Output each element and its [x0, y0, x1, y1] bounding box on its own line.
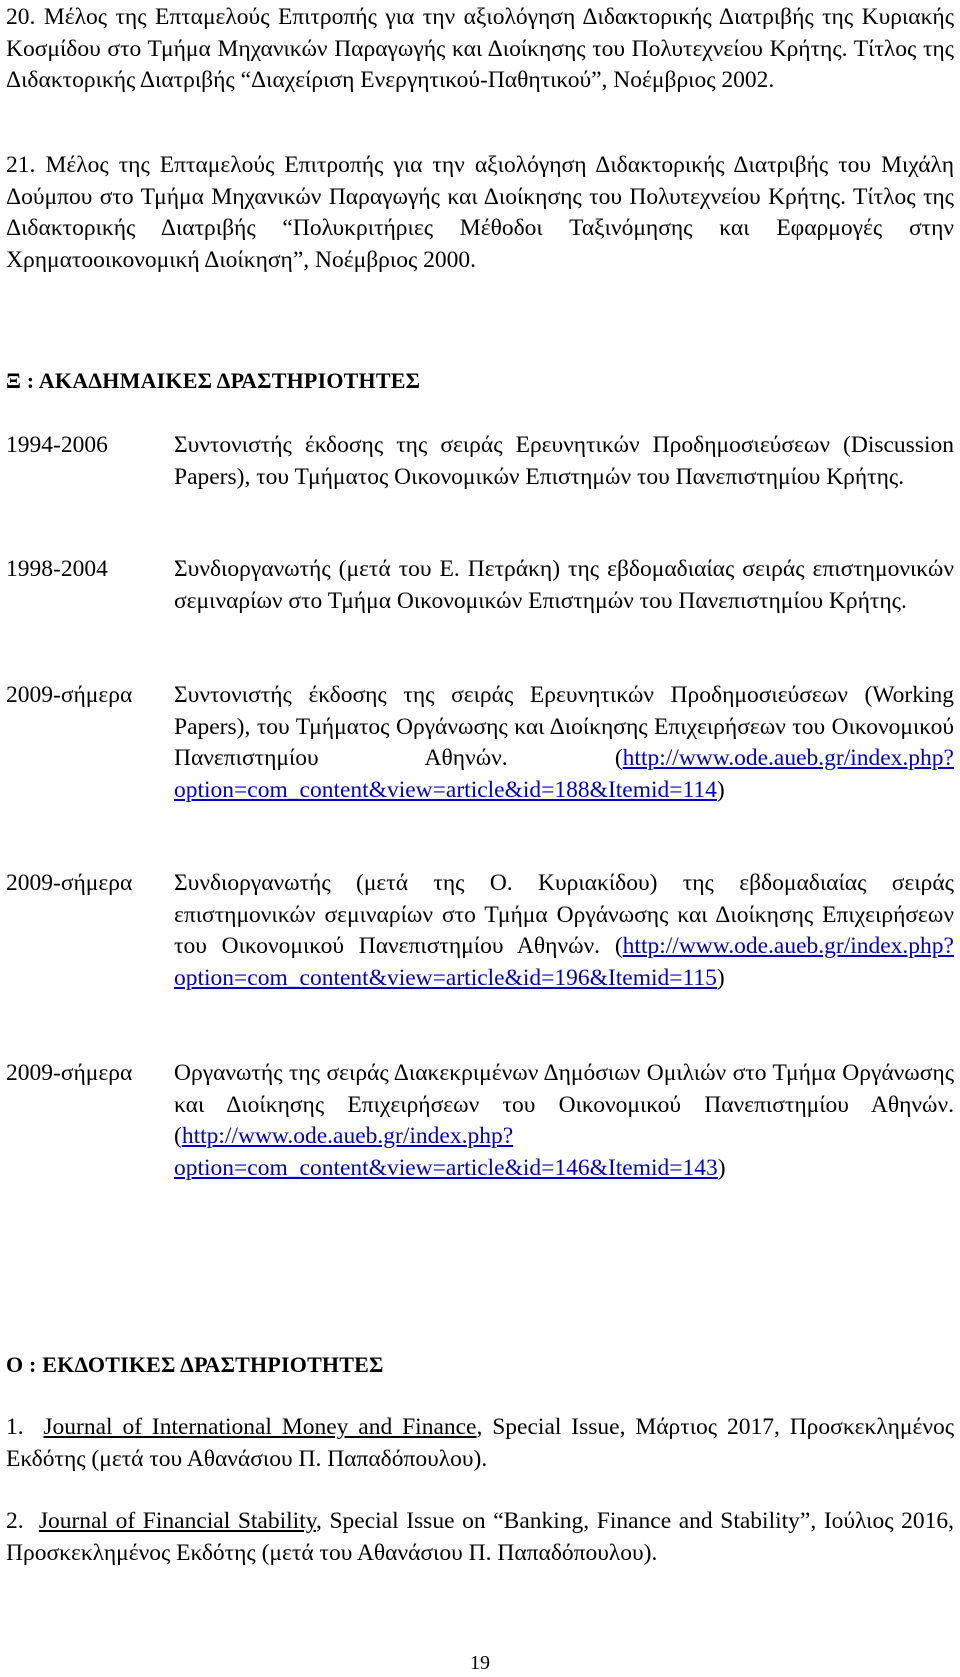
editorial-item: [6, 1506, 954, 1569]
activity-text: Συντονιστής έκδοσης της σειράς Ερευνητικών Προδημοσιεύσεων (Discussion Papers), του Τμήματος Οικονομικών Επιστημών του Πανεπιστημίου Κρήτης.: [174, 432, 954, 490]
activity-period: 1994-2006: [6, 432, 108, 458]
activity-description: [174, 868, 954, 994]
entry-text: Μέλος της Επταμελούς Επιτροπής για την αξιολόγηση Διδακτορικής Διατριβής της Κυριακής Κοσμίδου στο Τμήμα Μηχανικών Παραγωγής και Διοίκησης του Πολυτεχνείου Κρήτης. Τίτλος της Διδακτορικής Διατριβής “Διαχείριση Ενεργητικού-Παθητικού”, Νοέμβριος 2002.: [6, 4, 955, 94]
activity-text: Συνδιοργανωτής (μετά της Ο. Κυριακίδου) της εβδομαδιαίας σειράς επιστημονικών σεμιναρίων στο Τμήμα Οργάνωσης και Διοίκησης Επιχειρήσεων του Οικονομικού Πανεπιστημίου Αθηνών. (: [174, 870, 954, 960]
item-number: 2.: [6, 1508, 24, 1534]
academic-activity-item: [6, 554, 954, 617]
academic-activity-item: [6, 680, 954, 806]
editorial-item: [6, 1412, 954, 1475]
activity-period: 1998-2004: [6, 556, 108, 582]
activity-description: [174, 554, 954, 617]
activity-link[interactable]: http://www.ode.aueb.gr/index.php?option=com_content&view=article&id=196&Itemid=115: [174, 933, 954, 991]
activity-description: [174, 680, 954, 806]
journal-title: Journal of International Money and Finance: [43, 1414, 477, 1440]
link-close: ): [716, 964, 725, 991]
item-number: 1.: [6, 1414, 24, 1440]
link-close: ): [716, 776, 725, 803]
section-heading-academic: Ξ : ΑΚΑΔΗΜΑΙΚΕΣ ΔΡΑΣΤΗΡΙΟΤΗΤΕΣ: [6, 368, 421, 393]
activity-period: 2009-σήμερα: [6, 682, 133, 708]
activity-period: 2009-σήμερα: [6, 1060, 133, 1086]
activity-link[interactable]: http://www.ode.aueb.gr/index.php?option=com_content&view=article&id=188&Itemid=114: [174, 745, 954, 803]
activity-description: [174, 430, 954, 493]
activity-text: Συνδιοργανωτής (μετά του Ε. Πετράκη) της εβδομαδιαίας σειράς επιστημονικών σεμιναρίων στο Τμήμα Οικονομικών Επιστημών του Πανεπιστημίου Κρήτης.: [174, 556, 954, 614]
activity-description: [174, 1058, 954, 1184]
academic-activity-item: [6, 430, 954, 493]
entry-number: 20.: [6, 4, 36, 30]
activity-text: Συντονιστής έκδοσης της σειράς Ερευνητικών Προδημοσιεύσεων (Working Papers), του Τμήματος Οργάνωσης και Διοίκησης Επιχειρήσεων του Οικονομικού Πανεπιστημίου Αθηνών. (: [174, 682, 954, 772]
academic-activity-item: [6, 1058, 954, 1184]
entry-text: Μέλος της Επταμελούς Επιτροπής για την αξιολόγηση Διδακτορικής Διατριβής του Μιχάλη Δούμπου στο Τμήμα Μηχανικών Παραγωγής και Διοίκησης του Πολυτεχνείου Κρήτης. Τίτλος της Διδακτορικής Διατριβής “Πολυκριτήριες Μέθοδοι Ταξινόμησης και Εφαρμογές στην Χρηματοοικονομική Διοίκηση”, Νοέμβριος 2000.: [6, 152, 954, 273]
activity-text: Οργανωτής της σειράς Διακεκριμένων Δημόσιων Ομιλιών στο Τμήμα Οργάνωσης και Διοίκησης Επιχειρήσεων του Οικονομικού Πανεπιστημίου Αθηνών. (: [174, 1060, 954, 1150]
link-close: ): [717, 1154, 726, 1181]
item-details: , Special Issue on “Banking, Finance and Stability”, Ιούλιος 2016, Προσκεκλημένος Εκδότης (μετά του Αθανάσιου Π. Παπαδόπουλου).: [6, 1508, 955, 1566]
committee-entry-21: [6, 150, 954, 276]
page-number: 19: [470, 1652, 490, 1674]
section-heading-editorial: Ο : ΕΚΔΟΤΙΚΕΣ ΔΡΑΣΤΗΡΙΟΤΗΤΕΣ: [6, 1352, 384, 1377]
committee-entry-20: [6, 2, 954, 97]
activity-period: 2009-σήμερα: [6, 870, 133, 896]
journal-title: Journal of Financial Stability: [38, 1508, 316, 1534]
activity-link[interactable]: http://www.ode.aueb.gr/index.php?option=com_content&view=article&id=146&Itemid=143: [174, 1123, 718, 1181]
entry-number: 21.: [6, 152, 36, 178]
academic-activity-item: [6, 868, 954, 994]
item-details: , Special Issue, Μάρτιος 2017, Προσκεκλημένος Εκδότης (μετά του Αθανάσιου Π. Παπαδόπουλου).: [6, 1414, 955, 1472]
